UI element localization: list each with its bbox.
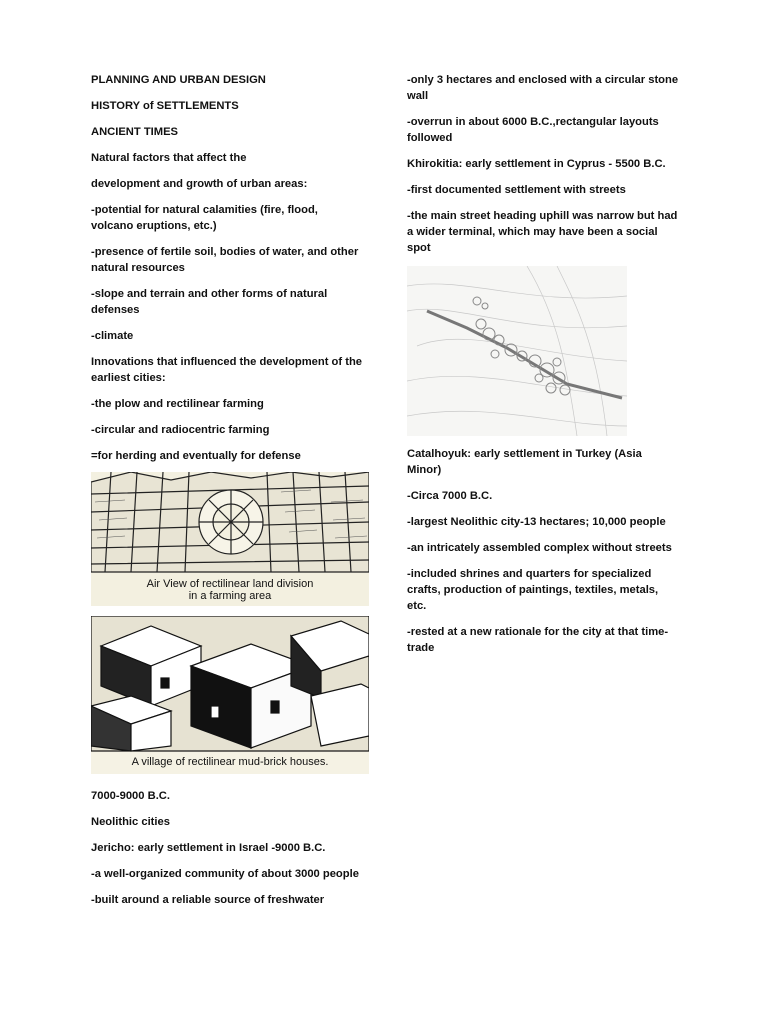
period-heading: 7000-9000 B.C. (91, 790, 170, 802)
innovation-item: -the plow and rectilinear farming (91, 398, 264, 410)
catalhoyuk-item: -included shrines and quarters for specialized crafts, production of paintings, textiles, metals, etc. (407, 568, 659, 612)
catalhoyuk-item: -largest Neolithic city-13 hectares; 10,000 people (407, 516, 666, 528)
site-plan-illustration (407, 266, 627, 436)
factor-item: -climate (91, 330, 134, 342)
catalhoyuk-item: -an intricately assembled complex without streets (407, 542, 672, 554)
figure-caption: Air View of rectilinear land division (146, 578, 314, 590)
mud-brick-village-illustration (91, 616, 369, 774)
right-column (407, 72, 679, 666)
natural-factors-line1: Natural factors that affect the (91, 152, 247, 164)
factor-item: -potential for natural calamities (fire, flood, volcano eruptions, etc.) (91, 204, 318, 232)
jericho-heading: Jericho: early settlement in Israel -9000 B.C. (91, 842, 326, 854)
innovation-item: =for herding and eventually for defense (91, 450, 301, 462)
innovations-heading: Innovations that influenced the development of the earliest cities: (91, 356, 363, 384)
section-heading: HISTORY of SETTLEMENTS (91, 100, 239, 112)
natural-factors-line2: development and growth of urban areas: (91, 178, 308, 190)
figure-caption: in a farming area (188, 590, 272, 602)
village-figure (91, 616, 369, 774)
khirokitia-site-map (407, 266, 627, 436)
jericho-item: -built around a reliable source of freshwater (91, 894, 325, 906)
farming-aerial-figure (91, 472, 369, 606)
khirokitia-item: -the main street heading uphill was narrow but had a wider terminal, which may have been a social spot (407, 210, 678, 254)
figure-caption: A village of rectilinear mud-brick houses. (131, 756, 329, 768)
jericho-item: -a well-organized community of about 3000 people (91, 868, 359, 880)
factor-item: -slope and terrain and other forms of natural defenses (91, 288, 328, 316)
doc-title: PLANNING AND URBAN DESIGN (91, 74, 266, 86)
catalhoyuk-item: -Circa 7000 B.C. (407, 490, 493, 502)
catalhoyuk-heading: Catalhoyuk: early settlement in Turkey (Asia Minor) (407, 448, 642, 476)
khirokitia-heading: Khirokitia: early settlement in Cyprus - 5500 B.C. (407, 158, 666, 170)
khirokitia-item: -first documented settlement with streets (407, 184, 626, 196)
subsection-heading: ANCIENT TIMES (91, 126, 179, 138)
jericho-continued-item: -overrun in about 6000 B.C.,rectangular layouts followed (407, 116, 659, 144)
catalhoyuk-item: -rested at a new rationale for the city at that time-trade (407, 626, 669, 654)
left-column (91, 72, 363, 918)
innovation-item: -circular and radiocentric farming (91, 424, 270, 436)
neolithic-heading: Neolithic cities (91, 816, 170, 828)
factor-item: -presence of fertile soil, bodies of water, and other natural resources (91, 246, 359, 274)
jericho-continued-item: -only 3 hectares and enclosed with a circular stone wall (407, 74, 679, 102)
